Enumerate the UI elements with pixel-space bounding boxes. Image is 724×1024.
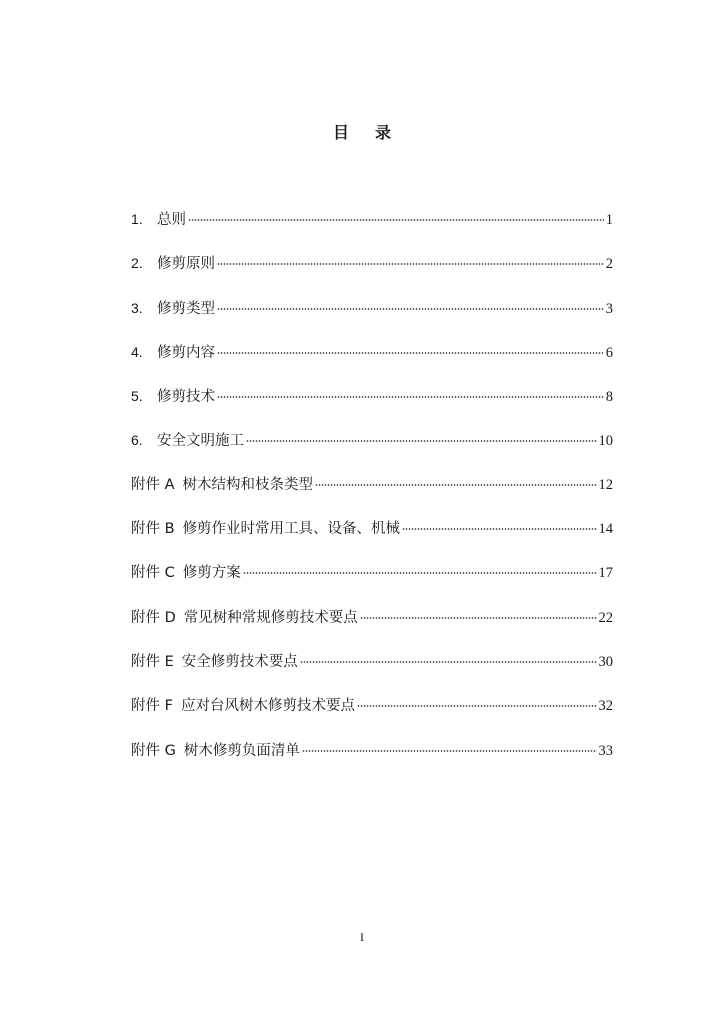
toc-entry-page: 2 — [605, 256, 613, 273]
toc-leader-dots — [360, 617, 597, 619]
toc-entry[interactable] — [131, 209, 613, 253]
toc-entry-page: 8 — [605, 389, 613, 406]
toc-title-part1: 目 — [332, 123, 349, 142]
toc-entry-page: 1 — [605, 212, 613, 228]
toc-leader-dots — [217, 263, 604, 265]
toc-list — [131, 209, 613, 785]
toc-entry[interactable] — [131, 386, 613, 430]
toc-leader-dots — [315, 484, 596, 486]
toc-entry-number: 3. — [131, 299, 143, 316]
toc-entry-number: 2. — [131, 255, 143, 272]
toc-entry-page: 3 — [605, 300, 613, 317]
toc-entry-text: 树木结构和枝条类型 — [182, 476, 314, 493]
toc-entry-appendix[interactable] — [131, 741, 613, 785]
toc-entry-text: 树木修剪负面清单 — [183, 742, 300, 759]
toc-entry-page: 30 — [598, 653, 613, 670]
toc-entry[interactable] — [131, 253, 613, 297]
toc-entry-number: 4. — [131, 343, 143, 360]
toc-entry-text: 安全修剪技术要点 — [181, 653, 298, 670]
toc-entry-number: 1. — [131, 211, 143, 227]
toc-entry-appendix[interactable] — [131, 475, 613, 519]
toc-appendix-prefix: 附件 E — [131, 653, 174, 670]
toc-entry-page: 17 — [598, 565, 613, 582]
toc-entry-page: 10 — [598, 433, 613, 450]
toc-entry-appendix[interactable] — [131, 652, 613, 696]
toc-appendix-prefix: 附件 D — [131, 609, 176, 626]
toc-entry-page: 6 — [605, 344, 613, 361]
toc-entry-number: 6. — [131, 432, 143, 449]
toc-entry-text: 修剪作业时常用工具、设备、机械 — [182, 521, 401, 538]
toc-entry-appendix[interactable] — [131, 608, 613, 652]
toc-entry-text: 修剪类型 — [157, 300, 215, 317]
toc-entry-page: 33 — [598, 742, 613, 759]
toc-leader-dots — [217, 308, 604, 310]
toc-entry-page: 22 — [598, 609, 613, 626]
toc-leader-dots — [217, 352, 604, 354]
toc-appendix-prefix: 附件 G — [131, 742, 176, 759]
toc-title-part2: 录 — [375, 123, 392, 142]
toc-entry-text: 总则 — [157, 212, 186, 228]
toc-leader-dots — [243, 572, 597, 574]
toc-leader-dots — [188, 219, 604, 221]
toc-title — [0, 120, 724, 143]
toc-entry-text: 修剪内容 — [157, 344, 215, 361]
toc-entry-appendix[interactable] — [131, 696, 613, 740]
toc-appendix-prefix: 附件 B — [131, 521, 175, 538]
toc-leader-dots — [357, 705, 597, 707]
toc-entry[interactable] — [131, 342, 613, 386]
toc-entry-text: 常见树种常规修剪技术要点 — [183, 609, 358, 626]
toc-leader-dots — [217, 396, 604, 398]
toc-entry-page: 12 — [598, 476, 613, 493]
toc-entry-text: 安全文明施工 — [157, 433, 244, 450]
toc-entry-appendix[interactable] — [131, 519, 613, 563]
toc-entry-text: 修剪技术 — [157, 389, 215, 406]
toc-leader-dots — [402, 528, 596, 530]
page-number-footer: I — [360, 930, 364, 944]
toc-entry-appendix[interactable] — [131, 563, 613, 607]
toc-entry[interactable] — [131, 298, 613, 342]
toc-entry-page: 32 — [598, 698, 613, 715]
toc-leader-dots — [246, 440, 597, 442]
toc-leader-dots — [302, 750, 597, 752]
toc-entry-text: 应对台风树木修剪技术要点 — [180, 698, 355, 715]
toc-entry-text: 修剪原则 — [157, 256, 215, 273]
toc-entry-number: 5. — [131, 388, 143, 405]
toc-entry-page: 14 — [598, 521, 613, 538]
toc-entry[interactable] — [131, 430, 613, 474]
toc-leader-dots — [300, 661, 597, 663]
toc-appendix-prefix: 附件 A — [131, 476, 175, 493]
toc-appendix-prefix: 附件 C — [131, 565, 175, 582]
toc-entry-text: 修剪方案 — [182, 565, 241, 582]
toc-appendix-prefix: 附件 F — [131, 698, 173, 715]
